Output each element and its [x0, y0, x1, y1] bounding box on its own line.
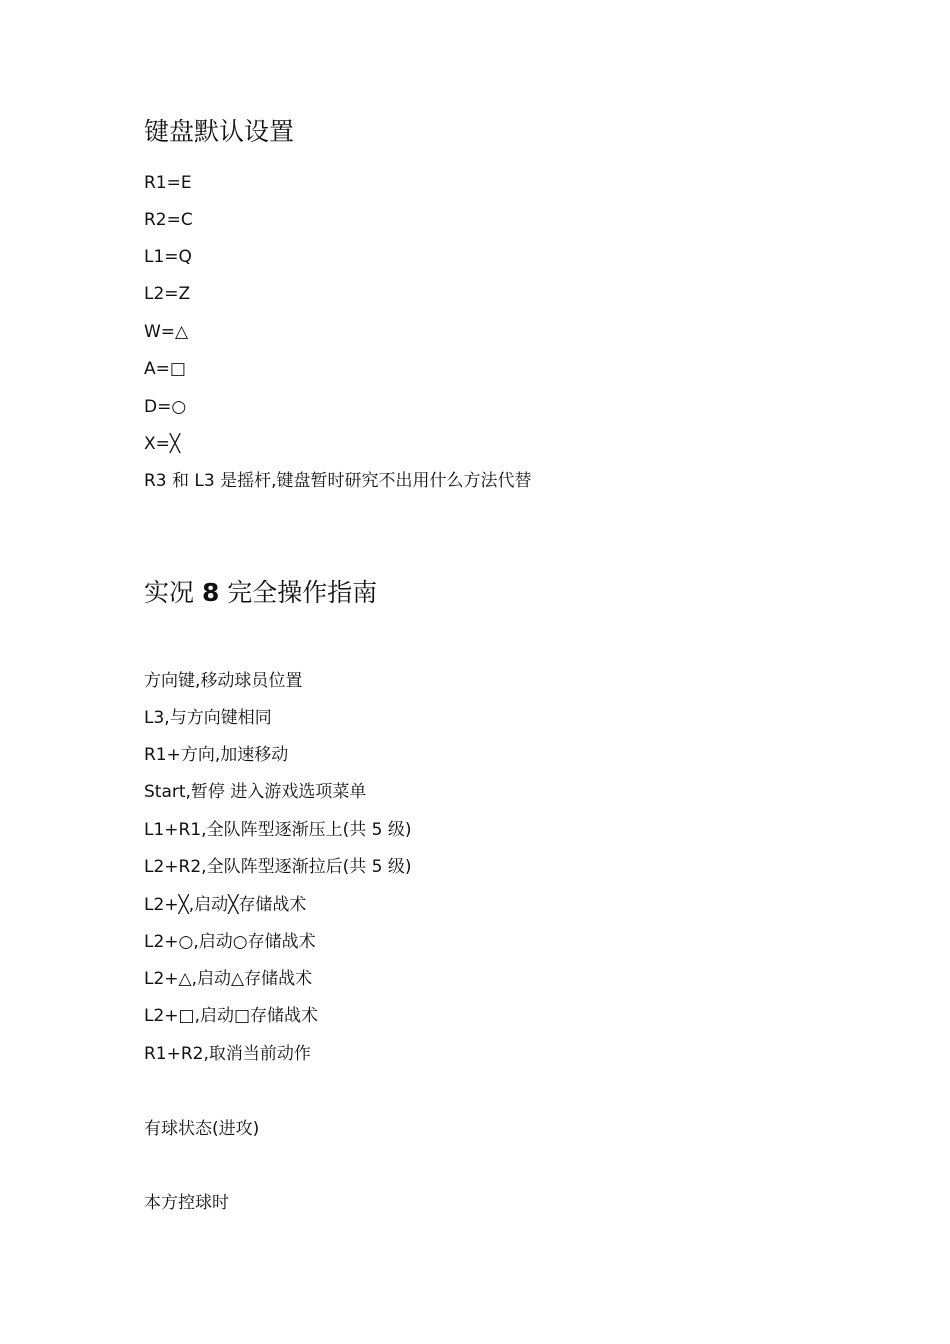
key-mapping-line: R2=C: [144, 210, 193, 230]
control-line: R1+方向,加速移动: [144, 745, 289, 765]
control-line: L1+R1,全队阵型逐渐压上(共 5 级): [144, 820, 412, 840]
key-mapping-line: L2=Z: [144, 284, 191, 304]
key-mapping-line: W=△: [144, 322, 189, 342]
key-mapping-line: L1=Q: [144, 247, 192, 267]
control-line: L2+○,启动○存储战术: [144, 932, 316, 952]
possession-subheading: 本方控球时: [144, 1193, 229, 1213]
attack-state-subheading: 有球状态(进攻): [144, 1119, 260, 1139]
key-mapping-line: D=○: [144, 397, 187, 417]
control-line: Start,暂停 进入游戏选项菜单: [144, 782, 367, 802]
guide-heading: [144, 578, 377, 608]
guide-heading-prefix: 实况: [144, 578, 202, 607]
key-mapping-line: A=□: [144, 359, 186, 379]
key-mapping-line: R1=E: [144, 173, 192, 193]
control-line: R1+R2,取消当前动作: [144, 1044, 311, 1064]
control-line: 方向键,移动球员位置: [144, 671, 303, 691]
guide-heading-number: 8: [201, 578, 220, 607]
control-line: L3,与方向键相同: [144, 708, 272, 728]
guide-heading-suffix: 完全操作指南: [219, 578, 378, 607]
joystick-note-line: R3 和 L3 是摇杆,键盘暂时研究不出用什么方法代替: [144, 471, 532, 491]
control-line: L2+R2,全队阵型逐渐拉后(共 5 级): [144, 857, 412, 877]
key-mapping-line: X=╳: [144, 434, 181, 454]
keyboard-defaults-heading: 键盘默认设置: [144, 117, 295, 146]
control-line: L2+△,启动△存储战术: [144, 969, 313, 989]
control-line: L2+╳,启动╳存储战术: [144, 895, 307, 915]
control-line: L2+□,启动□存储战术: [144, 1006, 319, 1026]
